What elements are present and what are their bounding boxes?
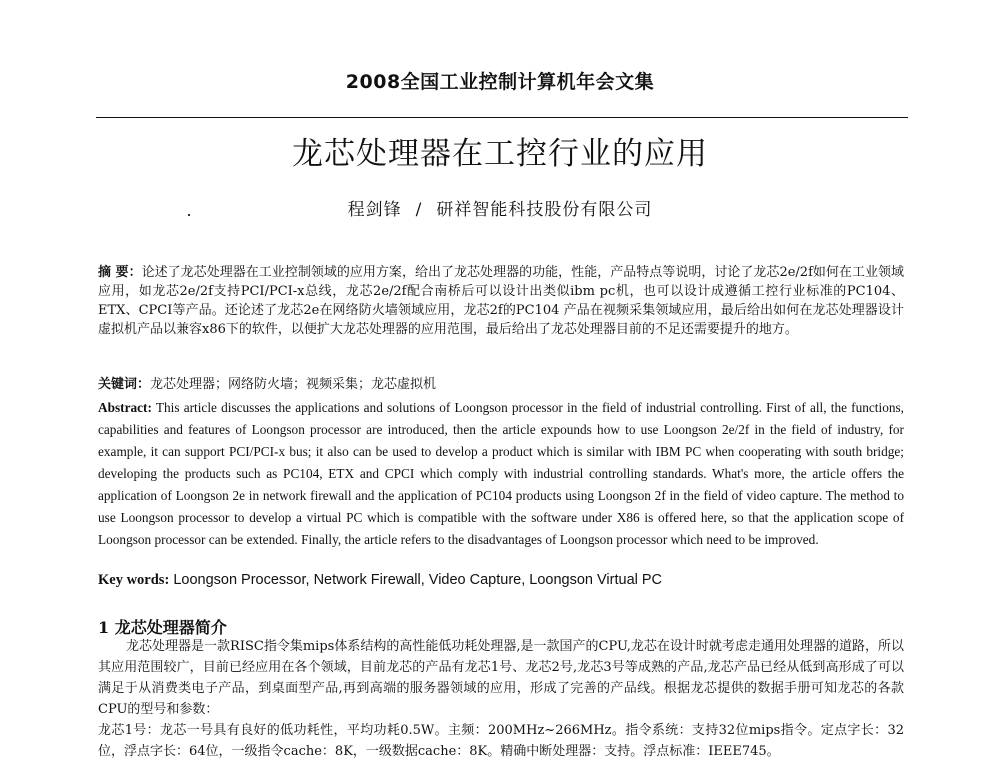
abstract-cn-text: 论述了龙芯处理器在工业控制领域的应用方案，给出了龙芯处理器的功能，性能，产品特点等说明，讨论了龙芯2e/2f如何在工业领域应用，如龙芯2e/2f支持PCI/PCI-x总线，龙芯2e/2f配合南桥后可以设计出类似ibm pc机，也可以设计成遵循工控行业标准的PC104、ETX、CPCI等产品。还论述了龙芯2e在网络防火墙领域应用，龙芯2f的PC104 产品在视频采集领域应用，最后给出如何在龙芯处理器设计虚拟机产品以兼容x86下的软件，以便扩大龙芯处理器的应用范围，最后给出了龙芯处理器目前的不足还需要提升的地方。: [98, 265, 904, 337]
author-name: 程剑锋: [347, 200, 402, 220]
paper-title: 龙芯处理器在工控行业的应用: [292, 136, 708, 172]
keywords-en-label: Key words:: [98, 572, 170, 588]
header-rule: [96, 117, 908, 118]
keywords-cn-label: 关键词：: [98, 377, 151, 392]
section-paragraph-loongson1: 龙芯1号：龙芯一号具有良好的低功耗性，平均功耗0.5W。主频：200MHz~266MHz。指令系统：支持32位mips指令。定点字长：32位，浮点字长：64位，一级指令cache：8K，一级数据cache：8K。精确中断处理器：支持。浮点标准：IEEE745。: [98, 723, 904, 759]
keywords-cn-text: 龙芯处理器；网络防火墙；视频采集；龙芯虚拟机: [150, 377, 437, 392]
scan-speck: [188, 214, 190, 216]
author-separator: /: [415, 200, 423, 220]
keywords-en-text: Loongson Processor, Network Firewall, Video Capture, Loongson Virtual PC: [173, 572, 663, 588]
keywords-en: [98, 571, 904, 590]
section-paragraph-intro: 龙芯处理器是一款RISC指令集mips体系结构的高性能低功耗处理器,是一款国产的CPU,龙芯在设计时就考虑走通用处理器的道路，所以其应用范围较广，目前已经应用在各个领域，目前龙芯的产品有龙芯1号、龙芯2号,龙芯3号等成熟的产品,龙芯产品已经从低到高形成了可以满足于从消费类电子产品，到桌面型产品,再到高端的服务器领域的应用，形成了完善的产品线。根据龙芯提供的数据手册可知龙芯的各款CPU的型号和参数：: [98, 639, 904, 717]
author-line: [0, 195, 1000, 220]
abstract-en-label: Abstract:: [98, 400, 152, 415]
abstract-en: [98, 397, 904, 551]
abstract-cn: [98, 263, 904, 339]
keywords-cn: [98, 375, 904, 394]
proceedings-header: 2008全国工业控制计算机年会文集: [345, 71, 655, 93]
abstract-en-text: This article discusses the applications and solutions of Loongson processor in the field of industrial controlling. First of all, the functions, capabilities and features of Loongson processor are introduced, then the article expounds how to use Loongson 2e/2f in the field of industry, for example, it can support PCI/PCI-x bus; it also can be used to develop a product which is similar with IBM PC when cooperating with south bridge; developing the products such as PC104, ETX and CPCI which comply with industrial controlling standards. What's more, the article offers the application of Loongson 2e in network firewall and the application of PC104 products using Loongson 2f in the field of video capture. The method to use Loongson processor to develop a virtual PC which is compatible with the software under X86 is offered here, so that the application scope of Loongson processor can be extended. Finally, the article refers to the disadvantages of Loongson processor which need to be improved.: [98, 400, 904, 547]
author-affiliation: 研祥智能科技股份有限公司: [436, 200, 653, 220]
abstract-cn-label: 摘 要：: [98, 265, 142, 280]
section-heading: 1 龙芯处理器简介: [98, 618, 227, 637]
